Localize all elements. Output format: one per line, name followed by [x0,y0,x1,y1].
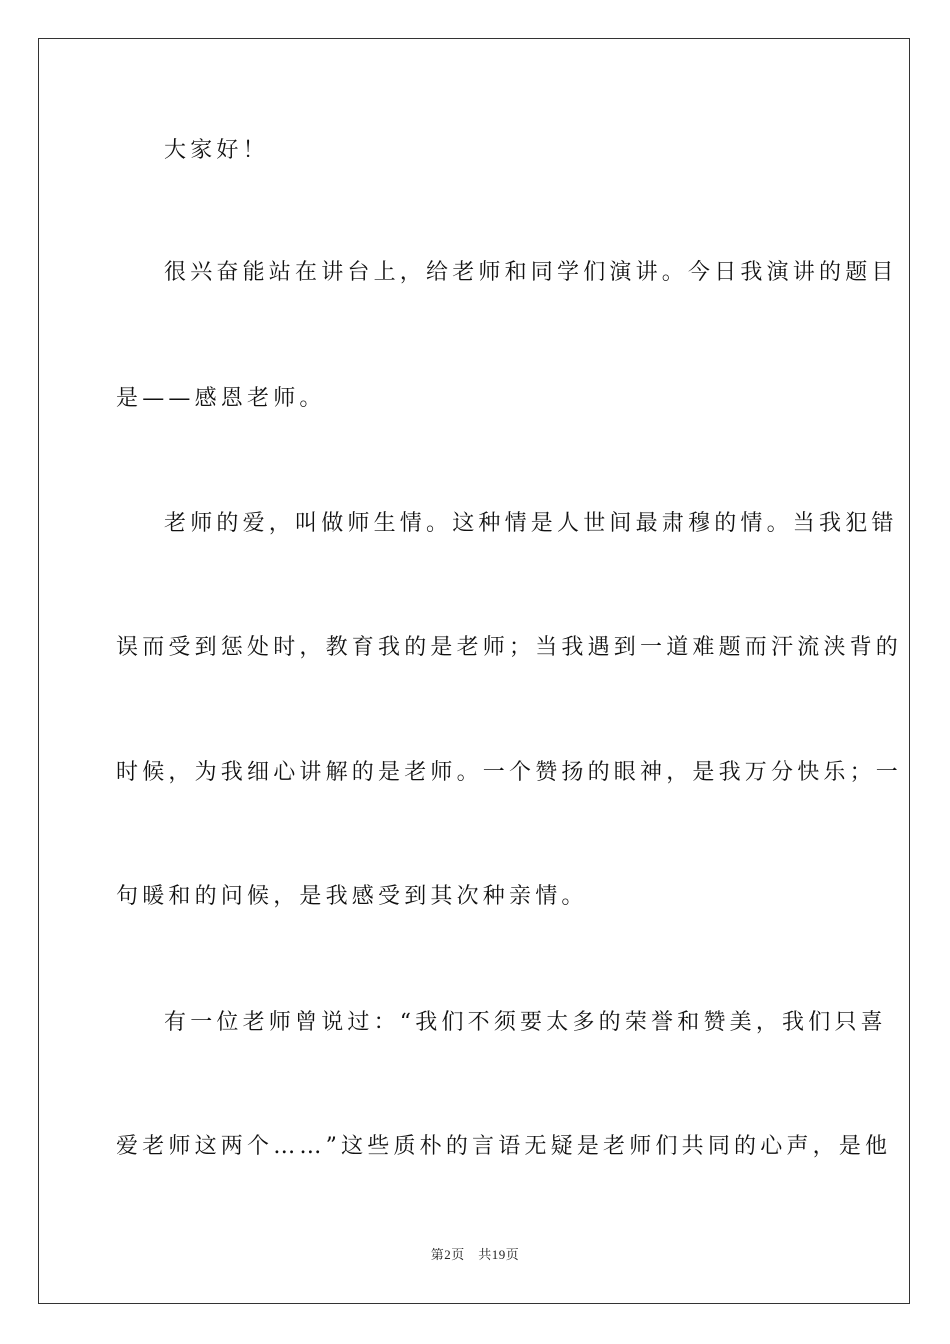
page-border [38,38,910,1304]
paragraph-line: 老师的爱，叫做师生情。这种情是人世间最肃穆的情。当我犯错 [164,511,898,536]
paragraph-line: 是——感恩老师。 [116,386,326,411]
paragraph-line: 很兴奋能站在讲台上，给老师和同学们演讲。今日我演讲的题目 [164,260,898,285]
paragraph-line: 句暖和的问候，是我感受到其次种亲情。 [116,884,588,909]
page-number-footer: 第2页 共19页 [430,1247,520,1262]
paragraph-line: 误而受到惩处时，教育我的是老师；当我遇到一道难题而汗流浃背的 [116,635,903,660]
paragraph-line: 爱老师这两个……”这些质朴的言语无疑是老师们共同的心声，是他 [116,1134,892,1159]
paragraph-line: 有一位老师曾说过：“我们不须要太多的荣誉和赞美，我们只喜 [164,1010,887,1035]
paragraph-greeting: 大家好！ [164,138,269,163]
paragraph-line: 时候，为我细心讲解的是老师。一个赞扬的眼神，是我万分快乐；一 [116,760,903,785]
